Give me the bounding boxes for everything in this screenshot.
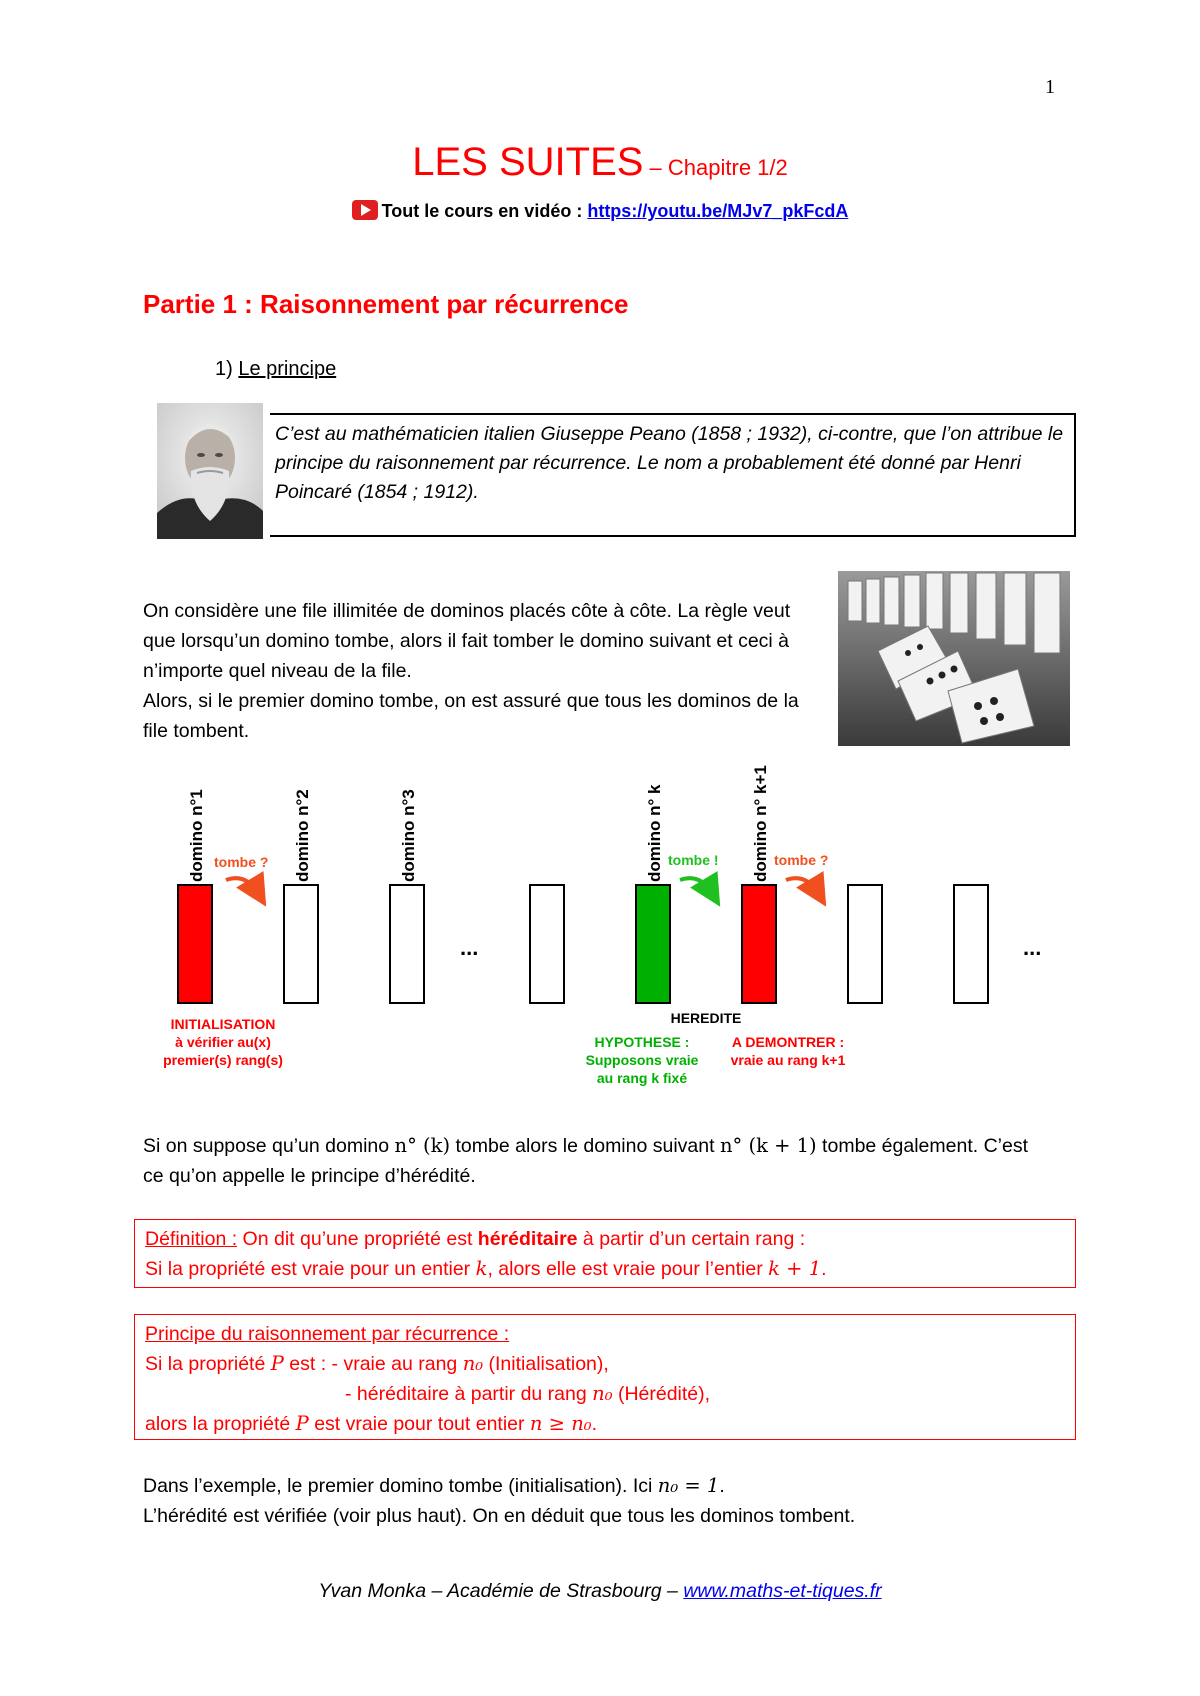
principe-title: Principe du raisonnement par récurrence : [145,1323,510,1345]
ellipsis-2: ... [1023,935,1042,960]
domino-k [636,885,670,1003]
principe-n0: n₀ [462,1352,484,1375]
principe-P: P [270,1352,284,1375]
heredite-text-2: tombe alors le domino suivant [450,1135,720,1157]
tombe-label-k: tombe ! [668,852,719,868]
domino-paragraph-line1: On considère une file illimitée de dominos placés côte à côte. La règle veut que lorsqu’un domino tombe, alors il fait tomber le domino suivant et ceci à n’importe quel niveau de la file. [143,600,791,682]
demontrer-title: A DEMONTRER : [731,1034,845,1050]
init-title: INITIALISATION [170,1016,276,1032]
domino-after-2 [954,885,988,1003]
principe-l3c: . [591,1413,598,1435]
principe-l2a: - héréditaire à partir du rang [345,1383,593,1405]
domino-after-1 [848,885,882,1003]
definition-k1: k + 1 [768,1257,822,1280]
section-title [215,358,336,381]
part-title: Partie 1 : Raisonnement par récurrence [143,289,629,319]
demontrer-line1: vraie au rang k+1 [730,1052,846,1068]
footer-link[interactable]: www.maths-et-tiques.fr [683,1580,882,1602]
label-domino-3: domino n°3 [399,789,418,882]
domino-paragraph-line2: Alors, si le premier domino tombe, on est assuré que tous les dominos de la file tombent. [143,690,799,742]
conclusion-paragraph [143,1471,1043,1531]
definition-text-1: On dit qu’une propriété est [237,1228,478,1250]
heredite-label: HEREDITE [670,1010,742,1026]
heredite-text-1: Si on suppose qu’un domino [143,1135,395,1157]
arrow-tombe-1 [226,878,258,893]
principe-P-2: P [295,1412,309,1435]
definition-text-3: Si la propriété est vraie pour un entier [145,1258,476,1280]
arrow-tombe-k [680,878,712,893]
hypothese-title: HYPOTHESE : [594,1034,690,1050]
hypothese-line1: Supposons vraie [585,1052,699,1068]
domino-k-plus-1 [742,885,776,1003]
principe-l1c: (Initialisation), [483,1353,609,1375]
definition-label: Définition : [145,1228,238,1250]
definition-text-5: . [821,1258,827,1280]
conclusion-l1b: . [719,1475,725,1497]
domino-diagram [150,755,1080,1095]
tombe-label-k1: tombe ? [774,852,829,868]
heredite-text-3: tombe également. C’est ce qu’on appelle le principe d’hérédité. [143,1135,1028,1187]
domino-2 [284,885,318,1003]
page-title [0,140,1200,185]
peano-portrait [157,403,263,539]
definition-text-2: à partir d’un certain rang : [577,1228,806,1250]
init-line1: à vérifier au(x) [175,1034,271,1050]
hypothese-line2: au rang k fixé [596,1070,688,1086]
init-line2: premier(s) rang(s) [163,1052,283,1068]
section-number: 1) [215,358,239,380]
footer [0,1580,1200,1603]
falling-dominos-photo [838,571,1070,746]
definition-text-4: , alors elle est vraie pour l’entier [487,1258,769,1280]
arrow-tombe-k1 [786,878,818,893]
title-chapter: – Chapitre 1/2 [643,155,788,180]
definition-bold: héréditaire [477,1228,578,1250]
conclusion-l2: L’hérédité est vérifiée (voir plus haut). On en déduit que tous les dominos tombent. [143,1505,856,1527]
video-line [0,200,1200,222]
definition-k: k [475,1257,488,1280]
domino-paragraph [143,596,803,746]
domino-blank [530,885,564,1003]
heredite-math-1: n° (k) [394,1134,451,1157]
principe-l1a: Si la propriété [145,1353,271,1375]
principe-l1b: est : - vraie au rang [283,1353,463,1375]
label-domino-2: domino n°2 [293,789,312,882]
heredite-paragraph [143,1131,1043,1191]
footer-text: Yvan Monka – Académie de Strasbourg – [318,1580,684,1602]
youtube-play-icon[interactable] [352,200,378,220]
definition-box [134,1219,1076,1288]
label-domino-1: domino n°1 [187,789,206,882]
video-link[interactable]: https://youtu.be/MJv7_pkFcdA [587,201,849,221]
principe-l3b: est vraie pour tout entier [308,1413,530,1435]
conclusion-l1a: Dans l’exemple, le premier domino tombe (initialisation). Ici [143,1475,658,1497]
ellipsis-1: ... [460,935,479,960]
domino-3 [390,885,424,1003]
conclusion-eq: n₀ = 1 [657,1474,720,1497]
label-domino-k-plus-1: domino n° k+1 [751,765,770,882]
principe-box [134,1314,1076,1440]
principe-l2c: (Hérédité), [612,1383,711,1405]
heredite-math-2: n° (k + 1) [719,1134,817,1157]
peano-quote-text: C’est au mathématicien italien Giuseppe Peano (1858 ; 1932), ci-contre, que l’on attribue le principe du raisonnement par récurrence. Le nom a probablement été donné par Henri Poincaré (1854 ; 1912). [275,423,1064,503]
principe-l3a: alors la propriété [145,1413,296,1435]
domino-1 [178,885,212,1003]
label-domino-k: domino n° k [645,784,664,882]
title-main: LES SUITES [412,140,644,184]
principe-ineq: n ≥ n₀ [529,1412,592,1435]
section-title-text: Le principe [238,358,337,380]
principe-n0-2: n₀ [592,1382,613,1405]
tombe-label-1: tombe ? [214,854,269,870]
video-label: Tout le cours en vidéo : [381,201,588,221]
page-number: 1 [1045,76,1055,98]
